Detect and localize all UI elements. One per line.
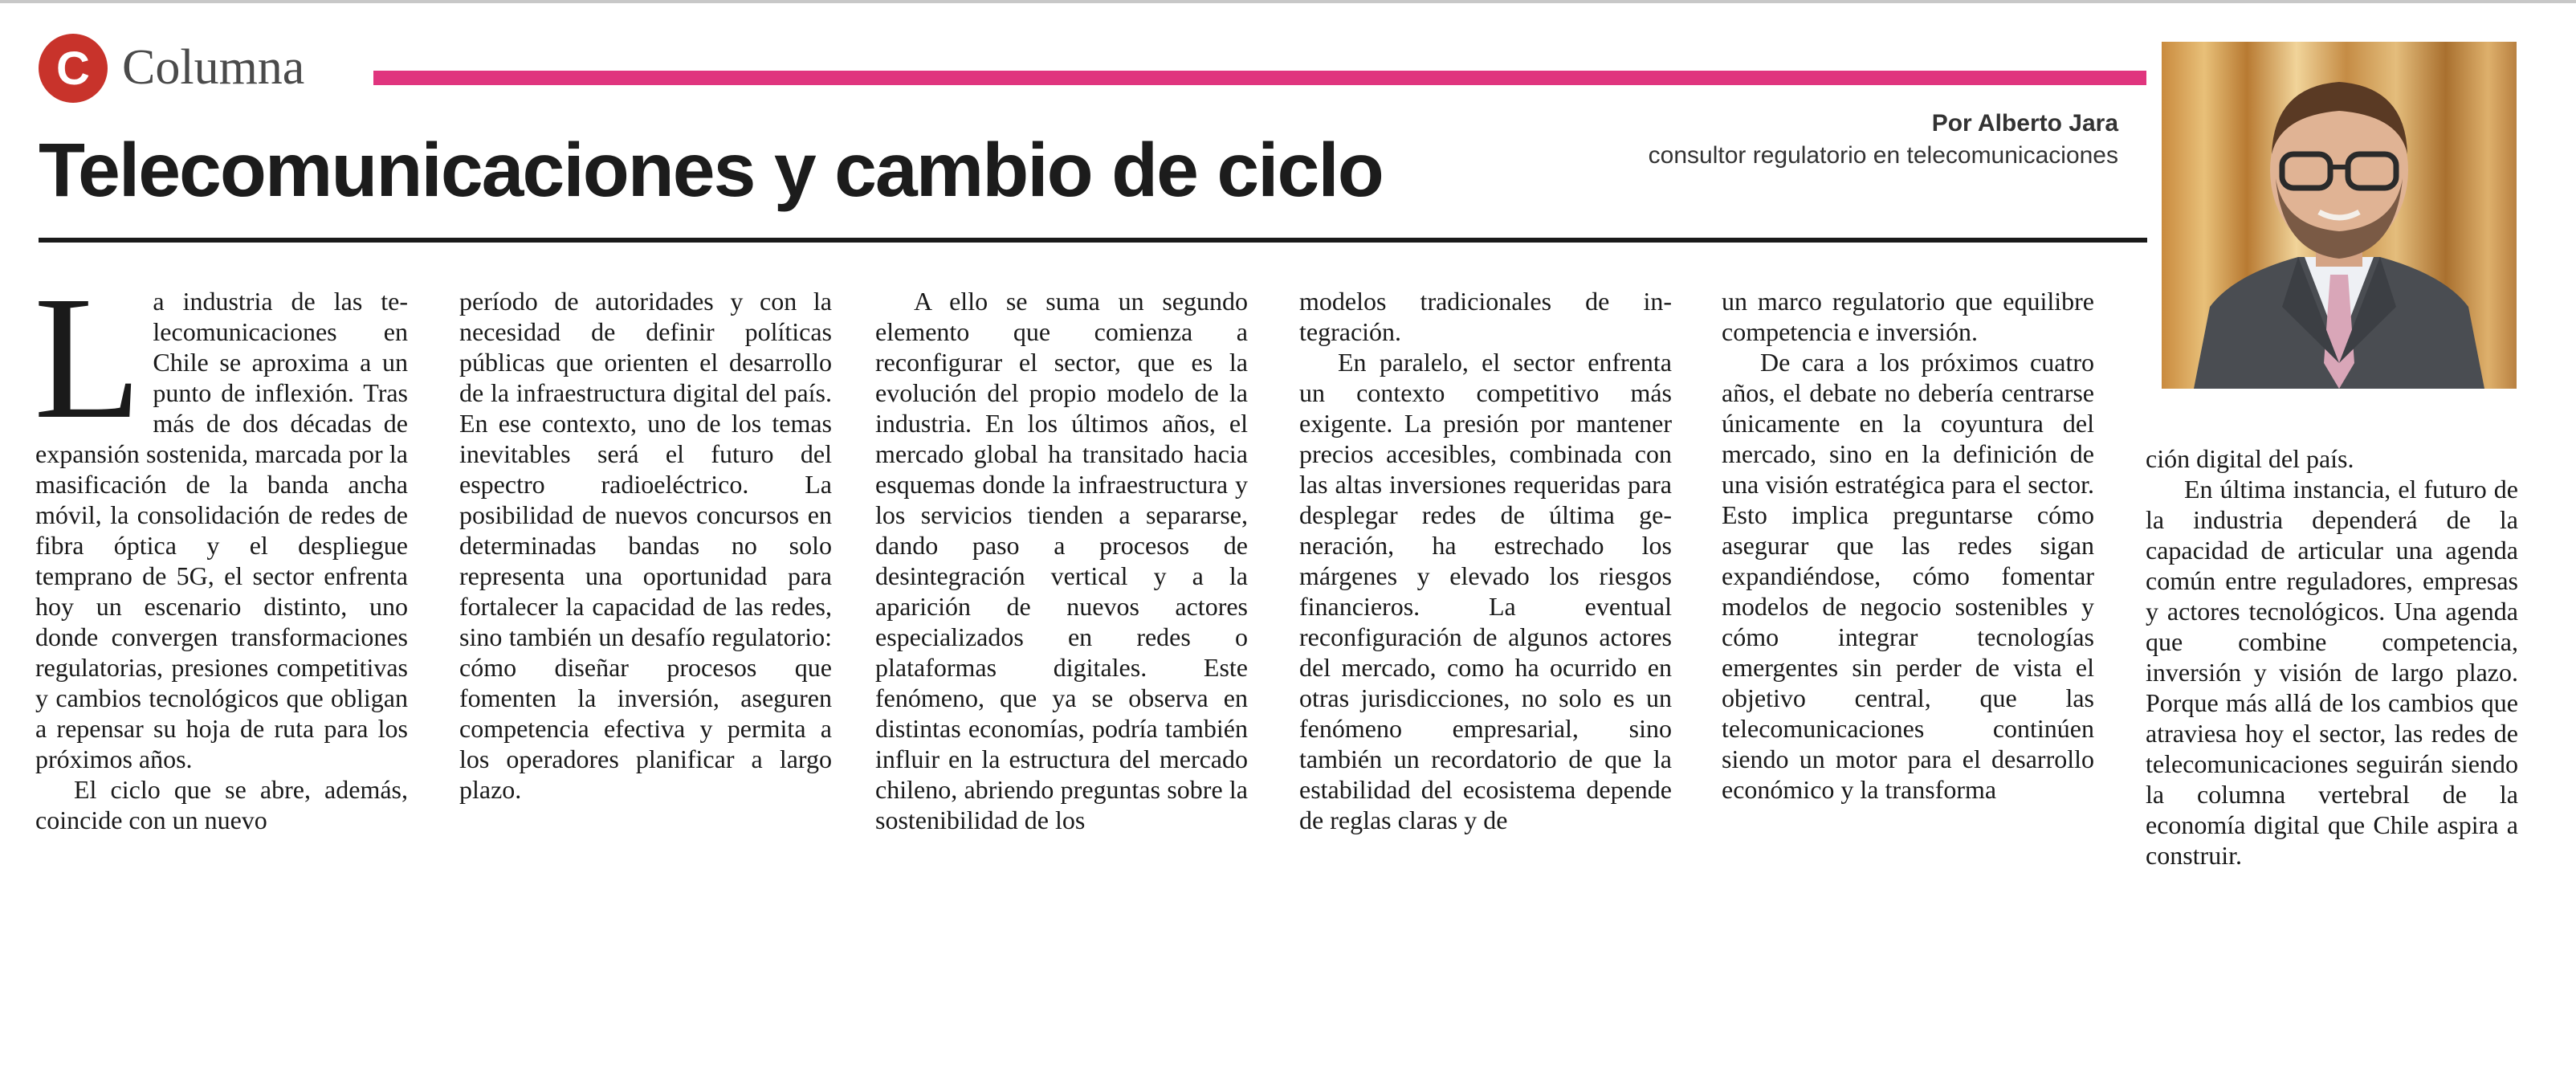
article-column-1 [34, 259, 408, 835]
headline: Telecomunicaciones y cambio de ciclo [39, 128, 1383, 213]
paragraph: De cara a los próximos cuatro años, el debate no debería centrarse únicamente en la coyuntura del mercado, sino en la definición de una visión estratégica para el sector. Esto implica preguntarse cómo asegurar que las redes sigan expandiéndose, cómo fomentar modelos de negocio sostenibles y cómo integrar tecnologías emergentes sin perder de vista el objetivo central, que las telecomunicaciones continúen siendo un motor para el desarrollo económico y la transforma [1722, 348, 2094, 804]
paragraph: período de autoridades y con la necesidad de definir políticas públicas que orienten el desarrollo de la infraestructura digital del país. En ese contexto, uno de los temas inevitables será el futuro del espectro radioeléctrico. La posibilidad de nuevos concursos en determinadas bandas no solo representa una oportunidad para fortalecer la capacidad de las redes, sino también un desafío regulatorio: cómo diseñar procesos que fomenten la inversión, aseguren competencia efectiva y permita a los operadores planificar a largo plazo. [459, 287, 832, 804]
headline-divider [39, 238, 2147, 243]
article-column-3 [875, 286, 1248, 835]
paragraph: A ello se suma un segundo elemento que comienza a reconfigurar el sector, que es la evolución del propio modelo de la industria. En los últimos años, el mercado global ha transitado hacia esquemas donde la infraestructura y los servicios tienden a separarse, dando paso a procesos de desintegración vertical y a la aparición de nuevos actores especializados en redes o plataformas digitales. Este fenómeno, que ya se observa en distintas economías, podría también influir en la estructura del mercado chileno, abriendo preguntas sobre la sostenibilidad de los [875, 287, 1248, 834]
paragraph: En última instancia, el futuro de la industria dependerá de la capacidad de articular una agenda común entre reguladores, empresas y actores tecnológicos. Una agenda que combine competencia, inversión y visión de largo plazo. Porque más allá de los cambios que atraviesa hoy el sector, las redes de telecomunicaciones seguirán siendo la columna vertebral de la economía digital que Chile aspira a construir. [2146, 475, 2518, 870]
article-column-2 [459, 286, 832, 805]
section-badge [39, 34, 108, 103]
top-border [0, 0, 2576, 3]
drop-cap: L [34, 259, 142, 455]
paragraph: El ciclo que se abre, además, coincide con un nuevo [35, 775, 408, 834]
paragraph: ción digital del país. [2146, 444, 2354, 473]
author-role: consultor regulatorio en telecomunicaciones [1648, 142, 2118, 169]
section-label: Columna [122, 40, 305, 95]
paragraph: a industria de las telecomunicaciones en Chile se aproxima a un punto de inflexión. Tras más de dos décadas de expansión sostenida, marcada por la masificación de la banda ancha móvil, la consolidación de redes de fibra óptica y el despliegue temprano de 5G, el sector enfrenta hoy un escenario distinto, uno donde convergen transformaciones regulatorias, presiones competitivas y cambios tecnológicos que obligan a repensar su hoja de ruta para los próximos años. [35, 287, 408, 773]
article-column-6 [2146, 443, 2518, 871]
author-name: Por Alberto Jara [1931, 110, 2118, 137]
paragraph: un marco regulatorio que equilibre competencia e inversión. [1722, 287, 2094, 346]
article-column-4 [1299, 286, 1672, 835]
section-badge-letter: C [56, 42, 90, 95]
author-portrait-illustration [2162, 42, 2517, 389]
author-photo [2162, 42, 2517, 389]
paragraph: En paralelo, el sector enfrenta un contexto competitivo más exigente. La presión por mantener precios accesibles, combinada con las altas inversiones requeridas para desplegar redes de última generación, ha estrechado los márgenes y elevado los riesgos financieros. La eventual reconfiguración de algunos actores del mercado, como ha ocurrido en otras jurisdicciones, no solo es un fenómeno empresarial, sino también un recordatorio de que la estabilidad del ecosistema depende de reglas claras y de [1299, 348, 1672, 834]
byline [1649, 108, 2118, 172]
paragraph: modelos tradicionales de integración. [1299, 287, 1672, 346]
article-column-5 [1722, 286, 2094, 805]
section-accent-rule [373, 71, 2146, 85]
